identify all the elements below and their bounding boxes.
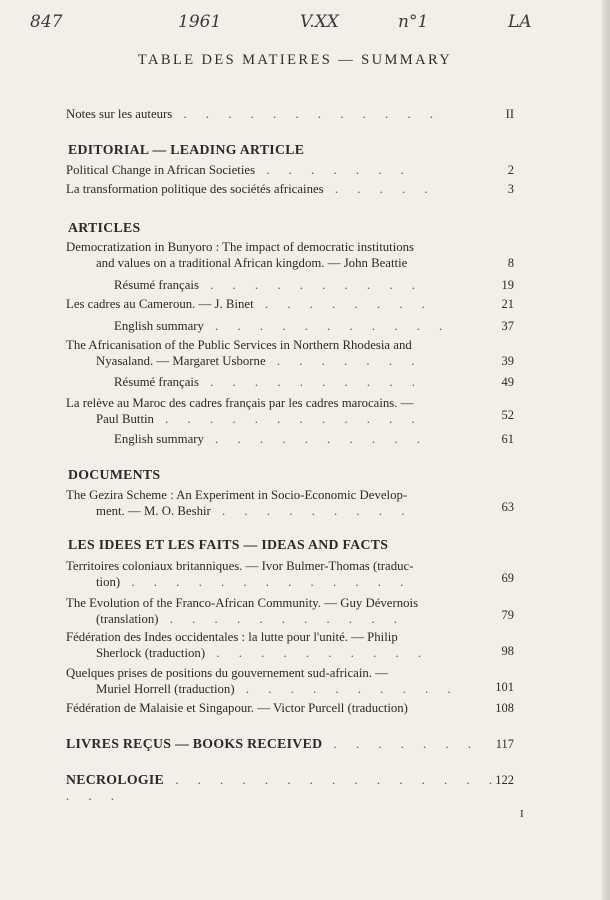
entry-text: English summary — [114, 319, 204, 333]
entry-text: The Evolution of the Franco-African Community. — Guy Dévernois — [66, 596, 419, 610]
entry-text-continued: Muriel Horrell (traduction) — [96, 682, 235, 696]
handwritten-annotation: V.XX — [300, 12, 339, 32]
page-ref: 61 — [501, 432, 514, 446]
page-ref: 69 — [501, 571, 514, 585]
section-heading: EDITORIAL — LEADING ARTICLE — [68, 142, 305, 157]
section-heading: ARTICLES — [68, 220, 141, 235]
section-heading: LES IDEES ET LES FAITS — IDEAS AND FACTS — [68, 537, 389, 552]
toc-subentry: Résumé français . . . . . . . . . . 49 — [66, 374, 514, 390]
handwritten-annotation: n°1 — [398, 12, 429, 32]
page-ref: 52 — [501, 408, 514, 422]
entry-text: Quelques prises de positions du gouvernement sud-africain. — — [66, 666, 388, 680]
entry-text: English summary — [114, 432, 204, 446]
toc-entry: The Africanisation of the Public Services in Northern Rhodesia and Nyasaland. — Margaret Usborne . . . . . . . 39 — [66, 338, 514, 368]
entry-text: La transformation politique des sociétés africaines — [66, 182, 324, 196]
entry-text: Résumé français — [114, 278, 199, 292]
toc-entry: Notes sur les auteurs . . . . . . . . . . . . II — [66, 107, 514, 121]
entry-text-continued: Sherlock (traduction) — [96, 646, 206, 660]
page-ref: 79 — [501, 608, 514, 622]
section-heading: NECROLOGIE — [66, 772, 165, 787]
page-ref: 3 — [507, 182, 514, 196]
entry-text: Political Change in African Societies — [66, 163, 256, 177]
page-ref: 108 — [495, 701, 514, 715]
toc-entry: La transformation politique des sociétés africaines . . . . . 3 — [66, 182, 514, 196]
entry-text-continued: Nyasaland. — Margaret Usborne — [96, 354, 266, 368]
page-ref: 122 — [495, 773, 514, 787]
page-ref: 8 — [507, 256, 514, 270]
entry-text-continued: and values on a traditional African kingdom. — John Beattie — [96, 256, 408, 270]
entry-text: The Africanisation of the Public Services in Northern Rhodesia and — [66, 338, 412, 352]
handwritten-annotation: LA — [508, 12, 532, 32]
entry-text-continued: (translation) — [96, 612, 159, 626]
entry-text-continued: tion) — [96, 575, 121, 589]
page-number: I — [520, 808, 524, 820]
page-ref: 37 — [501, 319, 514, 333]
entry-text: Notes sur les auteurs — [66, 107, 173, 121]
entry-text: La relève au Maroc des cadres français par les cadres marocains. — — [66, 396, 414, 410]
page-ref: 117 — [495, 737, 514, 751]
toc-subentry: English summary . . . . . . . . . . . 37 — [66, 318, 514, 334]
page-edge — [602, 0, 610, 900]
entry-text: Fédération de Malaisie et Singapour. — Victor Purcell (traduction) — [66, 701, 408, 715]
toc-entry: La relève au Maroc des cadres français par les cadres marocains. — Paul Buttin . . . . . . . . . . . . 52 — [66, 396, 514, 426]
handwritten-annotation: 847 — [30, 12, 63, 32]
entry-text: Résumé français — [114, 375, 199, 389]
page-title: TABLE DES MATIERES — SUMMARY — [137, 52, 453, 68]
entry-text-continued: Paul Buttin — [96, 412, 154, 426]
toc-entry: Political Change in African Societies . . . . . . . 2 — [66, 163, 514, 177]
page-ref: 49 — [501, 375, 514, 389]
toc-entry: The Gezira Scheme : An Experiment in Socio-Economic Develop- ment. — M. O. Beshir . . . . . . . . . 63 — [66, 488, 514, 518]
section-heading: DOCUMENTS — [68, 467, 161, 482]
entry-text: Territoires coloniaux britanniques. — Ivor Bulmer-Thomas (traduc- — [66, 559, 414, 573]
section-heading: LIVRES REÇUS — BOOKS RECEIVED — [66, 736, 323, 751]
toc-subentry: Résumé français . . . . . . . . . . 19 — [66, 277, 514, 293]
entry-text: Democratization in Bunyoro : The impact of democratic institutions — [66, 240, 415, 254]
entry-text: Les cadres au Cameroun. — J. Binet — [66, 297, 254, 311]
toc-entry: Quelques prises de positions du gouvernement sud-africain. — Muriel Horrell (traduction) . . . . . . . . . . 101 — [66, 666, 514, 696]
page-ref: II — [505, 107, 514, 121]
toc-entry: Territoires coloniaux britanniques. — Ivor Bulmer-Thomas (traduc- tion) . . . . . . . . . . . . . 69 — [66, 559, 514, 589]
toc-entry: NECROLOGIE . . . . . . . . . . . . . . . . . . 122 — [66, 772, 514, 803]
entry-text-continued: ment. — M. O. Beshir — [96, 504, 211, 518]
toc-entry — [66, 700, 514, 716]
page-ref: 101 — [495, 680, 514, 694]
page-ref: 21 — [501, 297, 514, 311]
entry-text: The Gezira Scheme : An Experiment in Socio-Economic Develop- — [66, 488, 408, 502]
toc-entry: Fédération des Indes occidentales : la lutte pour l'unité. — Philip Sherlock (traduction) . . . . . . . . . . 98 — [66, 630, 514, 660]
page-ref: 19 — [501, 278, 514, 292]
toc-entry: LIVRES REÇUS — BOOKS RECEIVED . . . . . . . 117 — [66, 736, 514, 751]
page-ref: 98 — [501, 644, 514, 658]
handwritten-annotation: 1961 — [178, 12, 222, 32]
toc-entry: Les cadres au Cameroun. — J. Binet . . . . . . . . 21 — [66, 297, 514, 311]
toc-entry: The Evolution of the Franco-African Community. — Guy Dévernois (translation) . . . . . . . . . . . 79 — [66, 596, 514, 626]
page-ref: 2 — [507, 163, 514, 177]
toc-entry — [66, 239, 514, 271]
page-ref: 39 — [501, 354, 514, 368]
toc-subentry: English summary . . . . . . . . . . 61 — [66, 431, 514, 447]
page-ref: 63 — [501, 500, 514, 514]
entry-text: Fédération des Indes occidentales : la lutte pour l'unité. — Philip — [66, 630, 398, 644]
